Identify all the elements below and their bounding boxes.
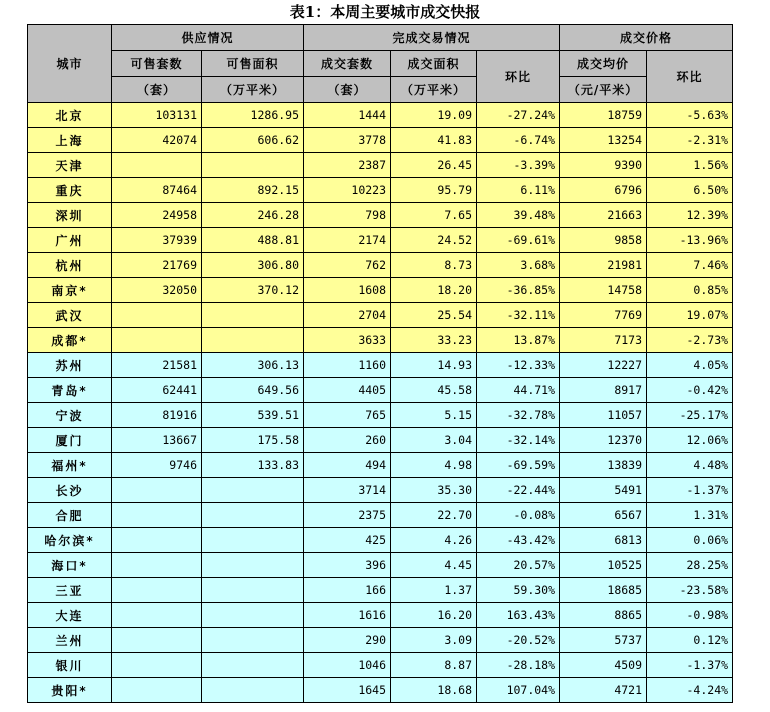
- cell-deal-units: 2704: [304, 303, 391, 328]
- cell-avg-price: 13839: [560, 453, 647, 478]
- cell-avail-units: 13667: [112, 428, 202, 453]
- cell-avail-area: 246.28: [202, 203, 304, 228]
- cell-deal-area: 14.93: [391, 353, 477, 378]
- header-mom: 环比: [477, 51, 560, 103]
- table-row: [28, 528, 733, 553]
- cell-avail-area: [202, 603, 304, 628]
- cell-price-mom: 12.06%: [647, 428, 733, 453]
- cell-avail-area: 306.13: [202, 353, 304, 378]
- cell-mom: -6.74%: [477, 128, 560, 153]
- table-row: [28, 453, 733, 478]
- cell-deal-area: 22.70: [391, 503, 477, 528]
- cell-mom: -32.78%: [477, 403, 560, 428]
- header-unit-area2: （万平米）: [391, 77, 477, 103]
- table-row: [28, 478, 733, 503]
- cell-mom: -12.33%: [477, 353, 560, 378]
- cell-deal-area: 33.23: [391, 328, 477, 353]
- cell-city: 成都*: [28, 328, 112, 353]
- cell-price-mom: -5.63%: [647, 103, 733, 128]
- cell-avail-area: [202, 503, 304, 528]
- table-row: [28, 228, 733, 253]
- cell-avg-price: 18759: [560, 103, 647, 128]
- cell-mom: -28.18%: [477, 653, 560, 678]
- cell-avg-price: 12227: [560, 353, 647, 378]
- cell-avail-area: 649.56: [202, 378, 304, 403]
- cell-deal-units: 3714: [304, 478, 391, 503]
- cell-mom: -32.11%: [477, 303, 560, 328]
- table-row: [28, 278, 733, 303]
- cell-avail-area: [202, 578, 304, 603]
- cell-avg-price: 9390: [560, 153, 647, 178]
- cell-avail-units: 103131: [112, 103, 202, 128]
- cell-price-mom: -13.96%: [647, 228, 733, 253]
- cell-mom: -36.85%: [477, 278, 560, 303]
- cell-mom: 3.68%: [477, 253, 560, 278]
- table-row: [28, 153, 733, 178]
- cell-mom: -0.08%: [477, 503, 560, 528]
- cell-avail-units: [112, 653, 202, 678]
- cell-avail-units: [112, 303, 202, 328]
- cell-city: 广州: [28, 228, 112, 253]
- cell-city: 长沙: [28, 478, 112, 503]
- table-row: [28, 428, 733, 453]
- cell-deal-area: 7.65: [391, 203, 477, 228]
- cell-price-mom: -0.98%: [647, 603, 733, 628]
- header-avail-area: 可售面积: [202, 51, 304, 77]
- cell-price-mom: -2.31%: [647, 128, 733, 153]
- cell-deal-units: 1160: [304, 353, 391, 378]
- cell-city: 合肥: [28, 503, 112, 528]
- cell-deal-area: 3.04: [391, 428, 477, 453]
- cell-avg-price: 6813: [560, 528, 647, 553]
- cell-deal-area: 5.15: [391, 403, 477, 428]
- cell-avg-price: 11057: [560, 403, 647, 428]
- cell-deal-area: 95.79: [391, 178, 477, 203]
- cell-price-mom: -1.37%: [647, 653, 733, 678]
- cell-city: 贵阳*: [28, 678, 112, 703]
- cell-price-mom: -4.24%: [647, 678, 733, 703]
- cell-deal-units: 765: [304, 403, 391, 428]
- cell-avail-units: [112, 628, 202, 653]
- cell-avail-units: [112, 578, 202, 603]
- cell-avg-price: 10525: [560, 553, 647, 578]
- cell-mom: 44.71%: [477, 378, 560, 403]
- cell-avail-units: [112, 678, 202, 703]
- cell-city: 南京*: [28, 278, 112, 303]
- header-avg-price: 成交均价: [560, 51, 647, 77]
- cell-deal-area: 1.37: [391, 578, 477, 603]
- cell-avg-price: 13254: [560, 128, 647, 153]
- cell-avg-price: 21981: [560, 253, 647, 278]
- cell-avg-price: 5737: [560, 628, 647, 653]
- cell-deal-area: 16.20: [391, 603, 477, 628]
- cell-price-mom: 6.50%: [647, 178, 733, 203]
- cell-price-mom: 7.46%: [647, 253, 733, 278]
- cell-avg-price: 4509: [560, 653, 647, 678]
- table-row: [28, 553, 733, 578]
- cell-deal-units: 4405: [304, 378, 391, 403]
- cell-deal-units: 762: [304, 253, 391, 278]
- cell-deal-area: 45.58: [391, 378, 477, 403]
- table-row: [28, 578, 733, 603]
- cell-avg-price: 7769: [560, 303, 647, 328]
- table-row: [28, 128, 733, 153]
- cell-avail-units: [112, 603, 202, 628]
- table-row: [28, 503, 733, 528]
- cell-mom: -22.44%: [477, 478, 560, 503]
- cell-mom: 6.11%: [477, 178, 560, 203]
- cell-deal-units: 260: [304, 428, 391, 453]
- cell-avg-price: 6567: [560, 503, 647, 528]
- cell-avail-area: 1286.95: [202, 103, 304, 128]
- cell-deal-area: 25.54: [391, 303, 477, 328]
- header-price: 成交价格: [560, 25, 733, 51]
- cell-avail-area: 133.83: [202, 453, 304, 478]
- cell-mom: -20.52%: [477, 628, 560, 653]
- header-unit-price: （元/平米）: [560, 77, 647, 103]
- cell-city: 宁波: [28, 403, 112, 428]
- cell-city: 哈尔滨*: [28, 528, 112, 553]
- cell-mom: -69.61%: [477, 228, 560, 253]
- cell-deal-area: 4.98: [391, 453, 477, 478]
- table-row: [28, 403, 733, 428]
- cell-price-mom: -0.42%: [647, 378, 733, 403]
- header-unit-tao: （套）: [112, 77, 202, 103]
- cell-price-mom: -25.17%: [647, 403, 733, 428]
- table-row: [28, 678, 733, 703]
- cell-avail-units: 37939: [112, 228, 202, 253]
- cell-avg-price: 14758: [560, 278, 647, 303]
- header-transaction: 完成交易情况: [304, 25, 560, 51]
- cell-avail-units: 9746: [112, 453, 202, 478]
- cell-city: 天津: [28, 153, 112, 178]
- cell-city: 海口*: [28, 553, 112, 578]
- header-deal-area: 成交面积: [391, 51, 477, 77]
- cell-deal-units: 3778: [304, 128, 391, 153]
- cell-deal-area: 35.30: [391, 478, 477, 503]
- cell-deal-area: 4.26: [391, 528, 477, 553]
- cell-deal-area: 4.45: [391, 553, 477, 578]
- cell-deal-units: 1608: [304, 278, 391, 303]
- cell-avail-area: 606.62: [202, 128, 304, 153]
- cell-deal-area: 24.52: [391, 228, 477, 253]
- cell-city: 银川: [28, 653, 112, 678]
- cell-city: 福州*: [28, 453, 112, 478]
- cell-mom: -69.59%: [477, 453, 560, 478]
- cell-avail-area: 488.81: [202, 228, 304, 253]
- header-price-mom: 环比: [647, 51, 733, 103]
- cell-avg-price: 18685: [560, 578, 647, 603]
- cell-deal-units: 1046: [304, 653, 391, 678]
- cell-deal-units: 3633: [304, 328, 391, 353]
- cell-mom: -27.24%: [477, 103, 560, 128]
- cell-deal-area: 18.20: [391, 278, 477, 303]
- cell-mom: 13.87%: [477, 328, 560, 353]
- cell-avail-area: [202, 153, 304, 178]
- cell-price-mom: 1.31%: [647, 503, 733, 528]
- cell-price-mom: 12.39%: [647, 203, 733, 228]
- cell-deal-units: 2375: [304, 503, 391, 528]
- header-unit-area: （万平米）: [202, 77, 304, 103]
- cell-mom: -43.42%: [477, 528, 560, 553]
- cell-deal-units: 2387: [304, 153, 391, 178]
- cell-avail-units: [112, 328, 202, 353]
- table-row: [28, 303, 733, 328]
- cell-avail-units: 42074: [112, 128, 202, 153]
- cell-avail-area: [202, 303, 304, 328]
- table-row: [28, 603, 733, 628]
- cell-mom: 59.30%: [477, 578, 560, 603]
- cell-deal-area: 18.68: [391, 678, 477, 703]
- cell-city: 杭州: [28, 253, 112, 278]
- cell-price-mom: 0.12%: [647, 628, 733, 653]
- table-row: [28, 178, 733, 203]
- cell-price-mom: 0.85%: [647, 278, 733, 303]
- cell-avail-units: 81916: [112, 403, 202, 428]
- cell-city: 大连: [28, 603, 112, 628]
- cell-deal-units: 1444: [304, 103, 391, 128]
- cell-avg-price: 7173: [560, 328, 647, 353]
- city-transaction-table: [27, 24, 733, 703]
- cell-avg-price: 5491: [560, 478, 647, 503]
- cell-avg-price: 8917: [560, 378, 647, 403]
- cell-price-mom: -1.37%: [647, 478, 733, 503]
- cell-deal-units: 396: [304, 553, 391, 578]
- cell-avail-units: 24958: [112, 203, 202, 228]
- header-avail-units: 可售套数: [112, 51, 202, 77]
- cell-avail-area: 370.12: [202, 278, 304, 303]
- table-row: [28, 103, 733, 128]
- cell-deal-units: 494: [304, 453, 391, 478]
- cell-avail-units: [112, 153, 202, 178]
- cell-avail-units: 32050: [112, 278, 202, 303]
- cell-city: 厦门: [28, 428, 112, 453]
- table-row: [28, 353, 733, 378]
- cell-mom: -3.39%: [477, 153, 560, 178]
- table-row: [28, 328, 733, 353]
- cell-avail-area: 539.51: [202, 403, 304, 428]
- cell-price-mom: 4.48%: [647, 453, 733, 478]
- cell-mom: 107.04%: [477, 678, 560, 703]
- cell-avg-price: 8865: [560, 603, 647, 628]
- cell-deal-area: 26.45: [391, 153, 477, 178]
- cell-avail-area: 175.58: [202, 428, 304, 453]
- cell-deal-area: 3.09: [391, 628, 477, 653]
- cell-avg-price: 4721: [560, 678, 647, 703]
- cell-avail-area: [202, 678, 304, 703]
- cell-city: 青岛*: [28, 378, 112, 403]
- cell-avail-area: [202, 478, 304, 503]
- cell-avail-units: [112, 503, 202, 528]
- cell-avg-price: 12370: [560, 428, 647, 453]
- cell-deal-units: 1616: [304, 603, 391, 628]
- cell-price-mom: 0.06%: [647, 528, 733, 553]
- cell-deal-area: 8.87: [391, 653, 477, 678]
- cell-avail-units: [112, 553, 202, 578]
- table-header: [28, 25, 733, 103]
- cell-deal-units: 10223: [304, 178, 391, 203]
- header-city: 城市: [28, 25, 112, 103]
- header-supply: 供应情况: [112, 25, 304, 51]
- cell-city: 苏州: [28, 353, 112, 378]
- header-unit-tao2: （套）: [304, 77, 391, 103]
- table-row: [28, 203, 733, 228]
- cell-avail-units: 62441: [112, 378, 202, 403]
- cell-price-mom: 28.25%: [647, 553, 733, 578]
- cell-deal-area: 41.83: [391, 128, 477, 153]
- cell-deal-units: 798: [304, 203, 391, 228]
- cell-city: 北京: [28, 103, 112, 128]
- cell-mom: 20.57%: [477, 553, 560, 578]
- cell-deal-units: 1645: [304, 678, 391, 703]
- cell-city: 武汉: [28, 303, 112, 328]
- cell-avail-area: [202, 328, 304, 353]
- cell-city: 重庆: [28, 178, 112, 203]
- cell-city: 三亚: [28, 578, 112, 603]
- cell-price-mom: 4.05%: [647, 353, 733, 378]
- cell-mom: 39.48%: [477, 203, 560, 228]
- cell-avail-units: 87464: [112, 178, 202, 203]
- cell-deal-units: 166: [304, 578, 391, 603]
- cell-deal-units: 290: [304, 628, 391, 653]
- cell-avail-units: [112, 478, 202, 503]
- cell-price-mom: 1.56%: [647, 153, 733, 178]
- table-row: [28, 253, 733, 278]
- table-row: [28, 378, 733, 403]
- cell-deal-units: 425: [304, 528, 391, 553]
- cell-avail-area: 892.15: [202, 178, 304, 203]
- cell-avg-price: 9858: [560, 228, 647, 253]
- table-row: [28, 653, 733, 678]
- cell-price-mom: 19.07%: [647, 303, 733, 328]
- cell-deal-area: 19.09: [391, 103, 477, 128]
- cell-deal-area: 8.73: [391, 253, 477, 278]
- cell-price-mom: -2.73%: [647, 328, 733, 353]
- cell-mom: -32.14%: [477, 428, 560, 453]
- cell-deal-units: 2174: [304, 228, 391, 253]
- cell-city: 上海: [28, 128, 112, 153]
- header-deal-units: 成交套数: [304, 51, 391, 77]
- cell-avail-area: [202, 553, 304, 578]
- cell-mom: 163.43%: [477, 603, 560, 628]
- table-body: [28, 103, 733, 703]
- cell-price-mom: -23.58%: [647, 578, 733, 603]
- cell-city: 深圳: [28, 203, 112, 228]
- cell-avg-price: 6796: [560, 178, 647, 203]
- cell-avail-units: 21769: [112, 253, 202, 278]
- table-row: [28, 628, 733, 653]
- cell-avail-area: 306.80: [202, 253, 304, 278]
- cell-avail-area: [202, 528, 304, 553]
- cell-avail-area: [202, 628, 304, 653]
- cell-avg-price: 21663: [560, 203, 647, 228]
- cell-avail-units: 21581: [112, 353, 202, 378]
- cell-avail-units: [112, 528, 202, 553]
- table-title: 表1：本周主要城市成交快报: [289, 3, 481, 21]
- cell-avail-area: [202, 653, 304, 678]
- cell-city: 兰州: [28, 628, 112, 653]
